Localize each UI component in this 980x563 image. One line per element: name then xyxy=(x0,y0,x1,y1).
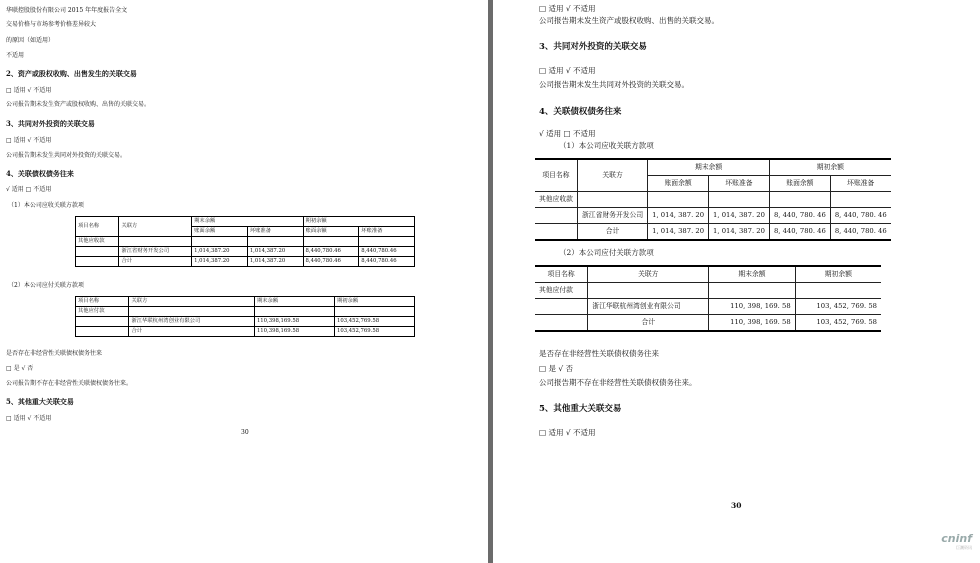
table-cell: 其他应收款 xyxy=(535,192,577,208)
table-cell: 浙江华联杭州湾创业有限公司 xyxy=(588,299,709,315)
text-line: 公司报告期未发生资产或股权收购、出售的关联交易。 xyxy=(539,16,719,25)
section-heading-2: 2、资产或股权收购、出售发生的关联交易 xyxy=(6,69,137,78)
table-header: 坏账准备 xyxy=(359,227,415,237)
table-cell: 8, 440, 780. 46 xyxy=(769,208,830,224)
table-header: 项目名称 xyxy=(76,217,119,237)
table-cell: 8,440,780.46 xyxy=(359,257,415,267)
yes-no-checkbox: □ 是 √ 否 xyxy=(6,365,34,372)
table-header: 期初余额 xyxy=(334,297,414,307)
section-heading-4: 4、关联债权债务往来 xyxy=(6,169,74,178)
applicability-checkbox: □ 适用 √ 不适用 xyxy=(6,137,52,144)
table-header: 坏账准备 xyxy=(709,176,770,192)
table-cell: 其他应付款 xyxy=(535,283,588,299)
applicability-checkbox: □ 适用 √ 不适用 xyxy=(539,4,596,13)
table-cell: 其他应付款 xyxy=(76,307,129,317)
applicability-checkbox: □ 适用 √ 不适用 xyxy=(6,87,52,94)
table-header: 关联方 xyxy=(119,217,192,237)
table-header: 关联方 xyxy=(577,159,647,192)
section-heading-5: 5、其他重大关联交易 xyxy=(539,404,622,414)
table-cell: 1,014,387.20 xyxy=(192,247,248,257)
text-line: 是否存在非经营性关联债权债务往来 xyxy=(6,350,103,357)
table-header: 账面余额 xyxy=(192,227,248,237)
table-cell: 1, 014, 387. 20 xyxy=(709,224,770,241)
table-header: 账面余额 xyxy=(769,176,830,192)
text-line: 的原因（如适用） xyxy=(6,37,55,44)
table-header: 期末余额 xyxy=(709,266,795,283)
watermark-text: cninf xyxy=(941,532,972,545)
table-header: 期初余额 xyxy=(769,159,890,176)
table-cell: 1,014,387.20 xyxy=(247,247,303,257)
table-header: 期初余额 xyxy=(303,217,414,227)
table-header: 账面余额 xyxy=(648,176,709,192)
report-header: 华联控股股份有限公司 2015 年年度报告全文 xyxy=(6,7,128,14)
payables-table xyxy=(535,265,881,332)
text-line: 是否存在非经营性关联债权债务往来 xyxy=(539,349,659,358)
table-cell: 合计 xyxy=(588,315,709,332)
table-cell: 8, 440, 780. 46 xyxy=(830,224,890,241)
applicability-checkbox: □ 适用 √ 不适用 xyxy=(6,415,52,422)
text-line: 公司报告期不存在非经营性关联债权债务往来。 xyxy=(6,380,133,387)
table-cell: 8,440,780.46 xyxy=(359,247,415,257)
applicability-checkbox: □ 适用 √ 不适用 xyxy=(539,66,596,75)
table-cell: 8, 440, 780. 46 xyxy=(830,208,890,224)
cninf-watermark-logo xyxy=(941,532,972,551)
section-heading-3: 3、共同对外投资的关联交易 xyxy=(6,119,95,128)
table-header: 坏账准备 xyxy=(247,227,303,237)
table-cell: 合计 xyxy=(129,327,254,337)
table-header: 期末余额 xyxy=(254,297,334,307)
table-cell: 8,440,780.46 xyxy=(303,257,359,267)
yes-no-checkbox: □ 是 √ 否 xyxy=(539,364,574,373)
table-cell: 1, 014, 387. 20 xyxy=(648,224,709,241)
page-number: 30 xyxy=(731,501,742,510)
text-line: 公司报告期未发生资产或股权收购、出售的关联交易。 xyxy=(6,101,151,108)
table-header: 坏账准备 xyxy=(830,176,890,192)
table-cell: 1, 014, 387. 20 xyxy=(709,208,770,224)
table-header: 期初余额 xyxy=(795,266,881,283)
sub-heading: （1）本公司应收关联方款项 xyxy=(8,202,84,209)
text-line: 公司报告期不存在非经营性关联债权债务往来。 xyxy=(539,378,697,387)
table-cell: 1,014,387.20 xyxy=(247,257,303,267)
text-line: 公司报告期未发生共同对外投资的关联交易。 xyxy=(539,80,689,89)
text-line: 不适用 xyxy=(6,52,25,59)
table-cell: 103, 452, 769. 58 xyxy=(795,299,881,315)
payables-table xyxy=(75,296,415,337)
right-document-page xyxy=(493,0,980,563)
table-cell: 浙江省财务开发公司 xyxy=(577,208,647,224)
section-heading-3: 3、共同对外投资的关联交易 xyxy=(539,42,647,52)
table-header: 账面余额 xyxy=(303,227,359,237)
table-header: 关联方 xyxy=(588,266,709,283)
table-cell: 8, 440, 780. 46 xyxy=(769,224,830,241)
table-cell: 8,440,780.46 xyxy=(303,247,359,257)
table-header: 项目名称 xyxy=(76,297,129,307)
table-header: 项目名称 xyxy=(535,159,577,192)
sub-heading: （1）本公司应收关联方款项 xyxy=(559,141,654,150)
table-cell: 合计 xyxy=(119,257,192,267)
left-document-page xyxy=(0,0,488,563)
table-cell: 110, 398, 169. 58 xyxy=(709,299,795,315)
table-cell: 103,452,769.58 xyxy=(334,327,414,337)
sub-heading: （2）本公司应付关联方款项 xyxy=(559,248,654,257)
table-cell: 浙江省财务开发公司 xyxy=(119,247,192,257)
table-cell: 1,014,387.20 xyxy=(192,257,248,267)
table-cell: 1, 014, 387. 20 xyxy=(648,208,709,224)
page-number: 30 xyxy=(241,429,249,436)
table-header: 项目名称 xyxy=(535,266,588,283)
receivables-table xyxy=(535,158,891,241)
watermark-subtext: 巨潮资讯 xyxy=(956,545,972,550)
table-cell: 110,398,169.58 xyxy=(254,327,334,337)
text-line: 公司报告期未发生共同对外投资的关联交易。 xyxy=(6,152,127,159)
applicability-checkbox: √ 适用 □ 不适用 xyxy=(6,186,52,193)
section-heading-4: 4、关联债权债务往来 xyxy=(539,107,622,117)
text-line: 交易价格与市场参考价格差异较大 xyxy=(6,21,97,28)
sub-heading: （2）本公司应付关联方款项 xyxy=(8,282,84,289)
table-cell: 浙江华联杭州湾创业有限公司 xyxy=(129,317,254,327)
table-header: 期末余额 xyxy=(192,217,303,227)
section-heading-5: 5、其他重大关联交易 xyxy=(6,397,74,406)
applicability-checkbox: □ 适用 √ 不适用 xyxy=(539,428,596,437)
table-cell: 110, 398, 169. 58 xyxy=(709,315,795,332)
receivables-table xyxy=(75,216,415,267)
table-header: 期末余额 xyxy=(648,159,770,176)
table-cell: 103, 452, 769. 58 xyxy=(795,315,881,332)
table-header: 关联方 xyxy=(129,297,254,307)
table-cell: 110,398,169.58 xyxy=(254,317,334,327)
table-cell: 103,452,769.58 xyxy=(334,317,414,327)
table-cell: 合计 xyxy=(577,224,647,241)
table-cell: 其他应收款 xyxy=(76,237,119,247)
applicability-checkbox: √ 适用 □ 不适用 xyxy=(539,129,596,138)
